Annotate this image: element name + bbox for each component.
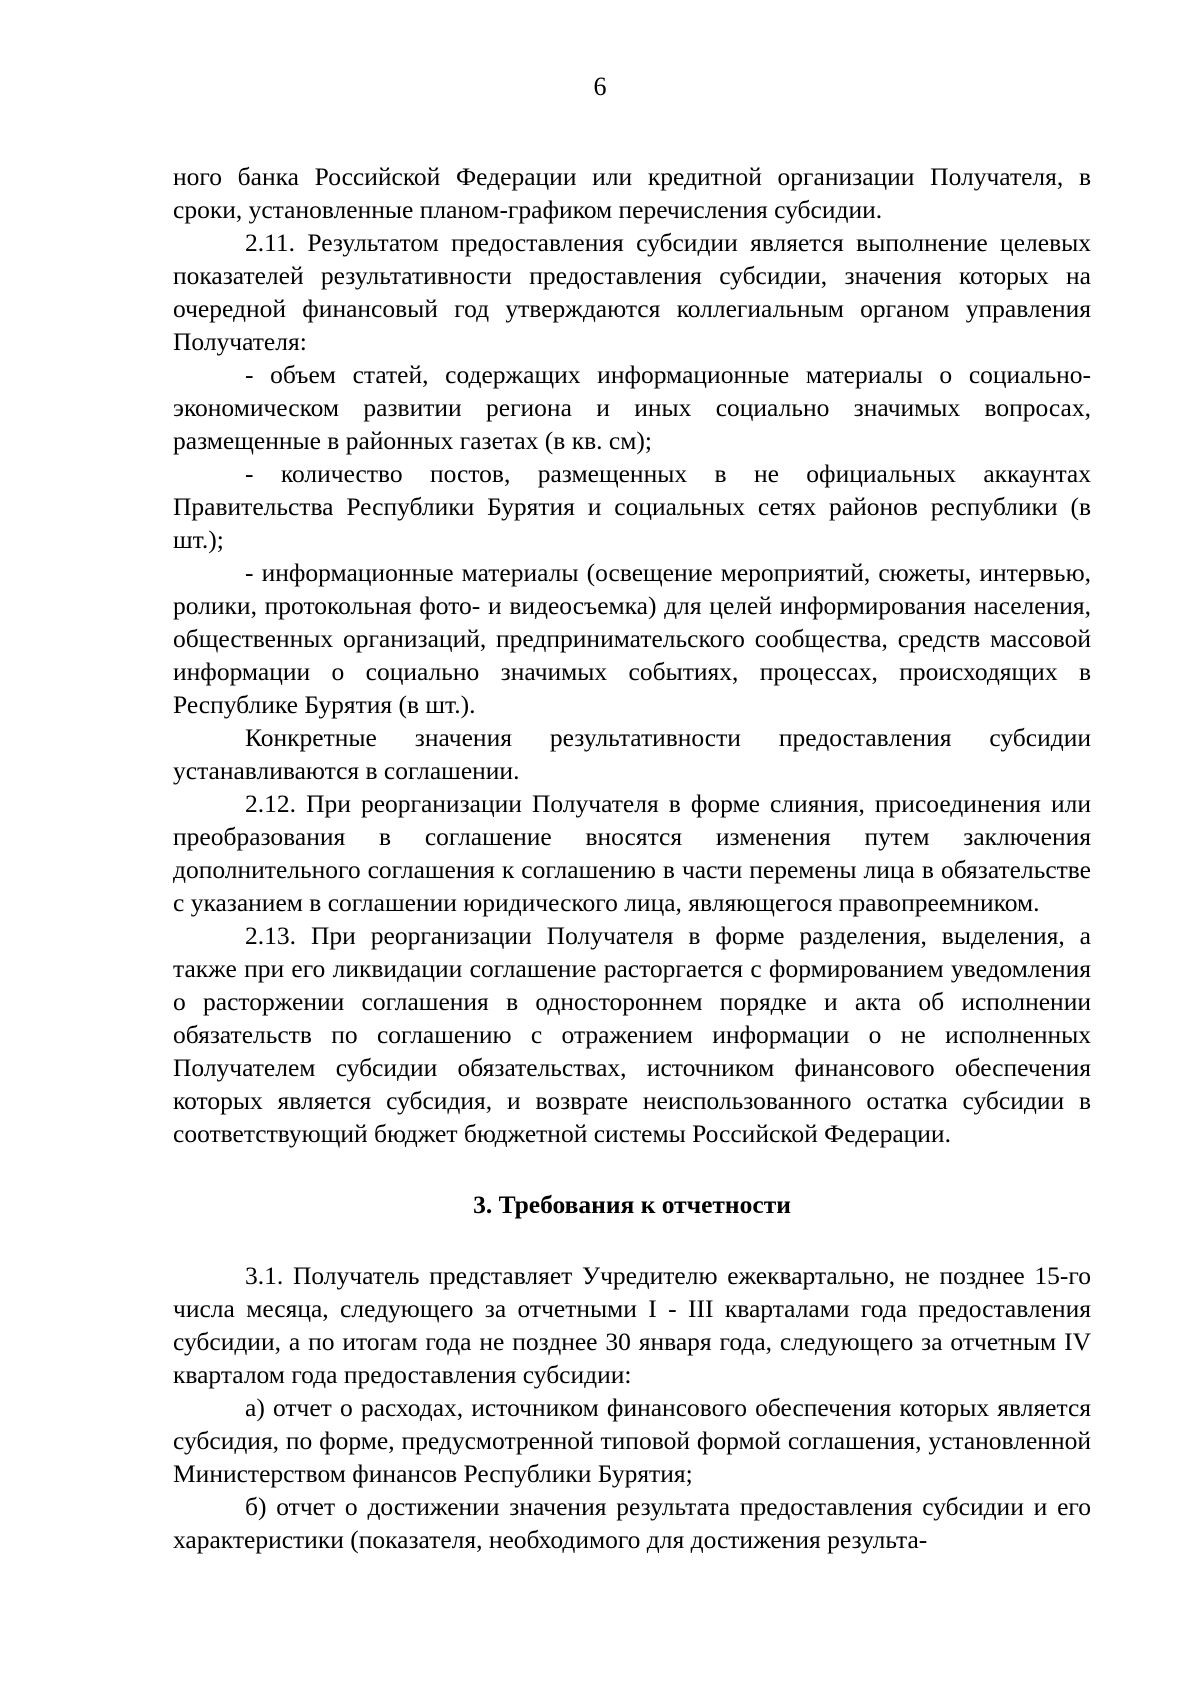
section-heading: 3. Требования к отчетности — [473, 1190, 791, 1219]
paragraph-2-13: 2.13. При реорганизации Получателя в форме разделения, выделения, а также при его ликвидации соглашение расторгается с формированием уведомления о расторжении соглашения в одностороннем порядке и акта об исполнении обязательств по соглашению с отражением информации о не исполненных Получателем субсидии обязательствах, источником финансового обеспечения которых является субсидия, и возврате неиспользованного остатка субсидии в соответствующий бюджет бюджетной системы Российской Федерации. — [173, 921, 1091, 1148]
paragraph-2-12: 2.12. При реорганизации Получателя в форме слияния, присоединения или преобразования в соглашение вносятся изменения путем заключения дополнительного соглашения к соглашению в части перемены лица в обязательстве с указанием в соглашении юридического лица, являющегося правопреемником. — [173, 789, 1091, 917]
document-body — [173, 160, 1091, 1556]
list-item-result-report: б) отчет о достижении значения результата предоставления субсидии и его характеристики (показателя, необходимого для достижения результа- — [173, 1492, 1091, 1554]
list-item-posts-count: - количество постов, размещенных в не официальных аккаунтах Правительства Республики Бурятия и социальных сетях районов республики (в шт.); — [173, 459, 1091, 554]
list-item-expense-report: а) отчет о расходах, источником финансового обеспечения которых является субсидия, по форме, предусмотренной типовой формой соглашения, установленной Министерством финансов Республики Бурятия; — [173, 1393, 1091, 1488]
paragraph-specific-values: Конкретные значения результативности предоставления субсидии устанавливаются в соглашении. — [173, 723, 1091, 785]
paragraph-continuation: ного банка Российской Федерации или кредитной организации Получателя, в сроки, установленные планом-графиком перечисления субсидии. — [173, 162, 1091, 224]
paragraph-2-11: 2.11. Результатом предоставления субсидии является выполнение целевых показателей результативности предоставления субсидии, значения которых на очередной финансовый год утверждаются коллегиальным органом управления Получателя: — [173, 228, 1091, 356]
list-item-info-materials: - информационные материалы (освещение мероприятий, сюжеты, интервью, ролики, протокольная фото- и видеосъемка) для целей информирования населения, общественных организаций, предпринимательского сообщества, средств массовой информации о социально значимых событиях, процессах, происходящих в Республике Бурятия (в шт.). — [173, 558, 1091, 719]
page-number: 6 — [593, 72, 607, 101]
list-item-articles-volume: - объем статей, содержащих информационные материалы о социально-экономическом развитии региона и иных социально значимых вопросах, размещенные в районных газетах (в кв. см); — [173, 360, 1091, 455]
paragraph-3-1: 3.1. Получатель представляет Учредителю ежеквартально, не позднее 15-го числа месяца, следующего за отчетными I - III кварталами года предоставления субсидии, а по итогам года не позднее 30 января года, следующего за отчетным IV кварталом года предоставления субсидии: — [173, 1261, 1091, 1389]
